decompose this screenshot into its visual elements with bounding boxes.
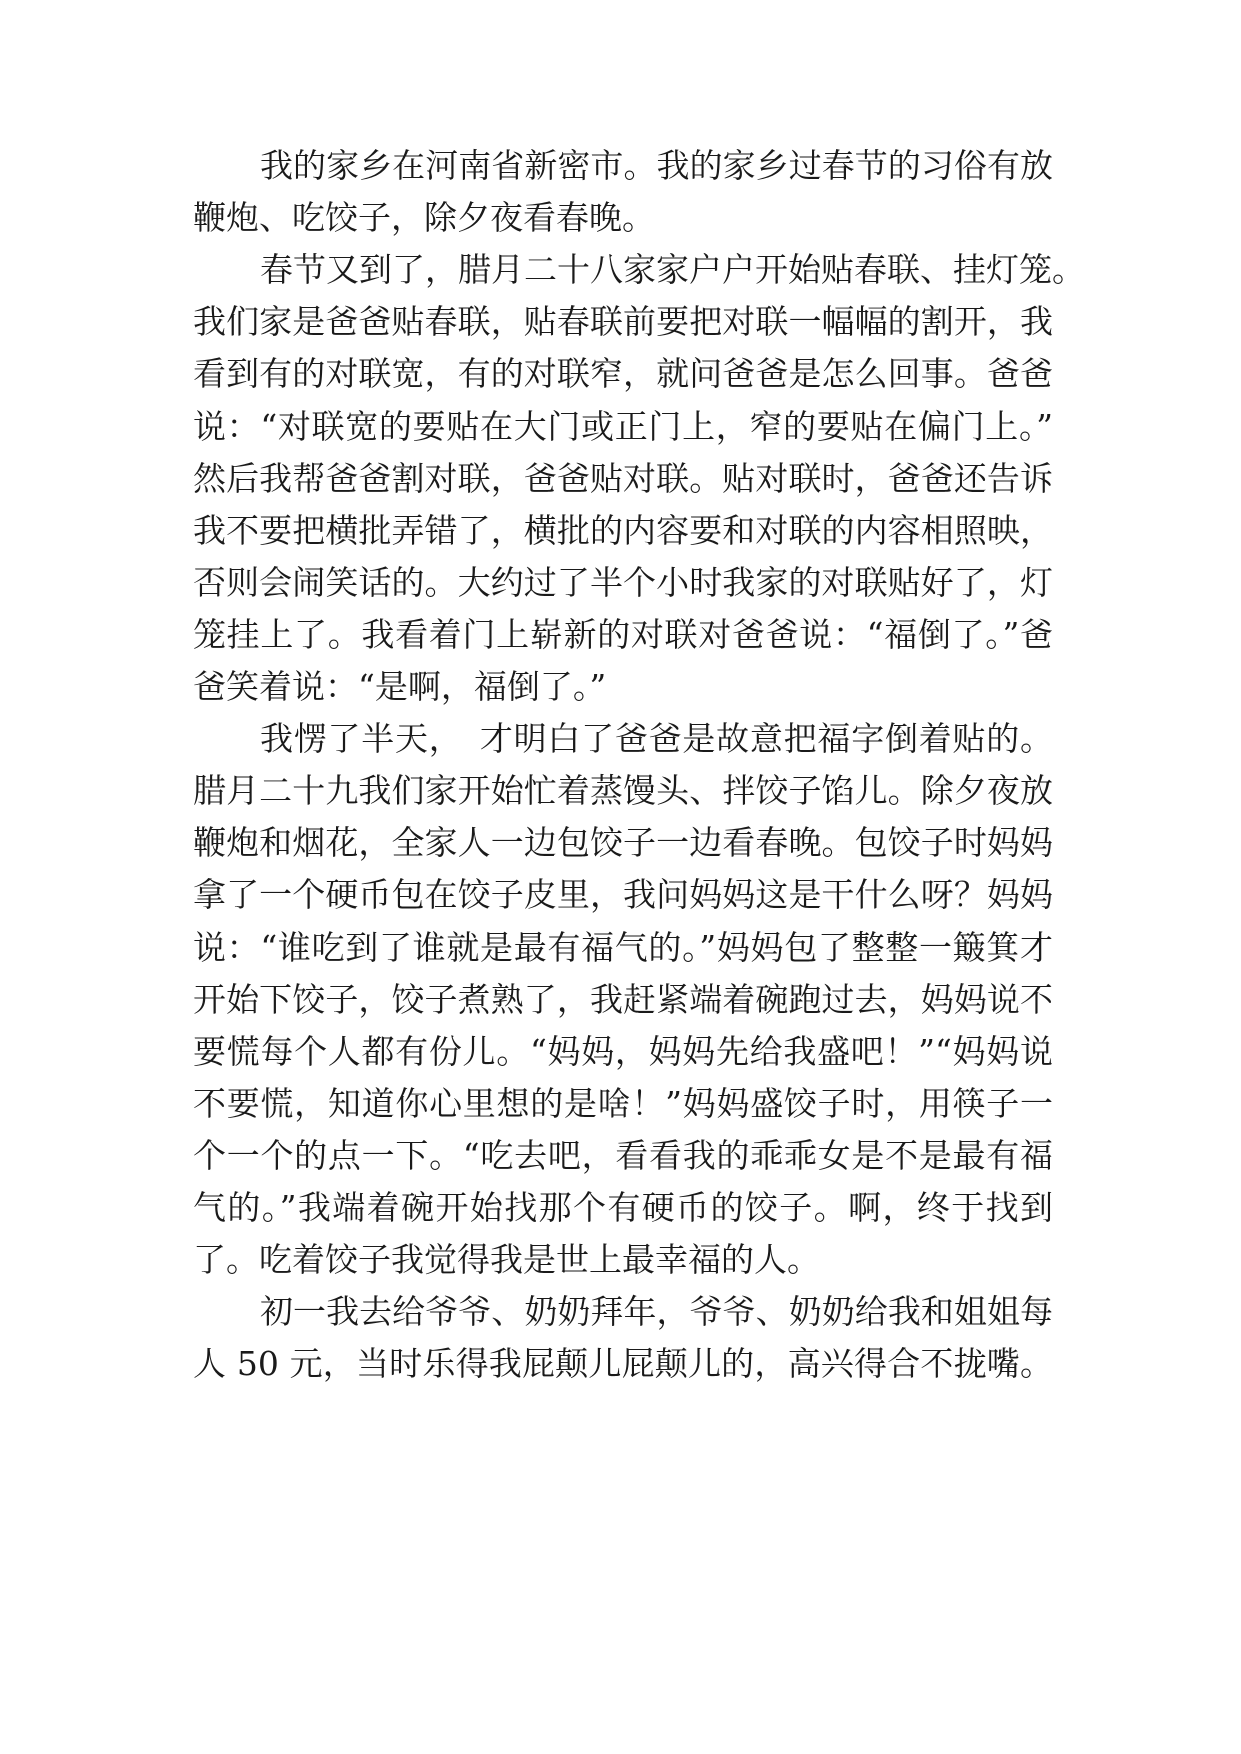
text-line: 鞭炮和烟花，全家人一边包饺子一边看春晚。包饺子时妈妈 [193, 823, 1053, 862]
text-line: 初一我去给爷爷、奶奶拜年，爷爷、奶奶给我和姐姐每 [260, 1292, 1053, 1331]
text-line: 爸笑着说：“是啊，福倒了。” [193, 667, 607, 706]
text-line: 我的家乡在河南省新密市。我的家乡过春节的习俗有放 [260, 146, 1053, 185]
text-line: 不要慌，知道你心里想的是啥！”妈妈盛饺子时，用筷子一 [193, 1084, 1053, 1123]
text-line: 笼挂上了。我看着门上崭新的对联对爸爸说：“福倒了。”爸 [193, 615, 1053, 654]
text-line: 鞭炮、吃饺子，除夕夜看春晚。 [193, 198, 655, 237]
text-line: 看到有的对联宽，有的对联窄，就问爸爸是怎么回事。爸爸 [193, 354, 1053, 393]
text-line: 气的。”我端着碗开始找那个有硬币的饺子。啊，终于找到 [193, 1188, 1053, 1227]
text-line: 要慌每个人都有份儿。“妈妈，妈妈先给我盛吧！”“妈妈说 [193, 1032, 1053, 1071]
text-line: 我们家是爸爸贴春联，贴春联前要把对联一幅幅的割开，我 [193, 302, 1053, 341]
text-line: 开始下饺子，饺子煮熟了，我赶紧端着碗跑过去，妈妈说不 [193, 980, 1053, 1019]
text-line: 个一个的点一下。“吃去吧，看看我的乖乖女是不是最有福 [193, 1136, 1053, 1175]
text-line: 人 50 元，当时乐得我屁颠儿屁颠儿的，高兴得合不拢嘴。 [193, 1344, 1053, 1383]
text-line: 了。吃着饺子我觉得我是世上最幸福的人。 [193, 1240, 820, 1279]
text-line: 说：“谁吃到了谁就是最有福气的。”妈妈包了整整一簸箕才 [193, 928, 1053, 967]
text-line: 然后我帮爸爸割对联，爸爸贴对联。贴对联时，爸爸还告诉 [193, 459, 1053, 498]
text-line: 我愣了半天， 才明白了爸爸是故意把福字倒着贴的。 [260, 719, 1053, 758]
text-line: 否则会闹笑话的。大约过了半个小时我家的对联贴好了，灯 [193, 563, 1053, 602]
text-line: 春节又到了，腊月二十八家家户户开始贴春联、挂灯笼。 [260, 250, 1085, 289]
text-line: 腊月二十九我们家开始忙着蒸馒头、拌饺子馅儿。除夕夜放 [193, 771, 1053, 810]
text-line: 拿了一个硬币包在饺子皮里，我问妈妈这是干什么呀？妈妈 [193, 875, 1053, 914]
text-line: 我不要把横批弄错了，横批的内容要和对联的内容相照映， [193, 511, 1053, 550]
text-line: 说：“对联宽的要贴在大门或正门上，窄的要贴在偏门上。” [193, 407, 1053, 446]
